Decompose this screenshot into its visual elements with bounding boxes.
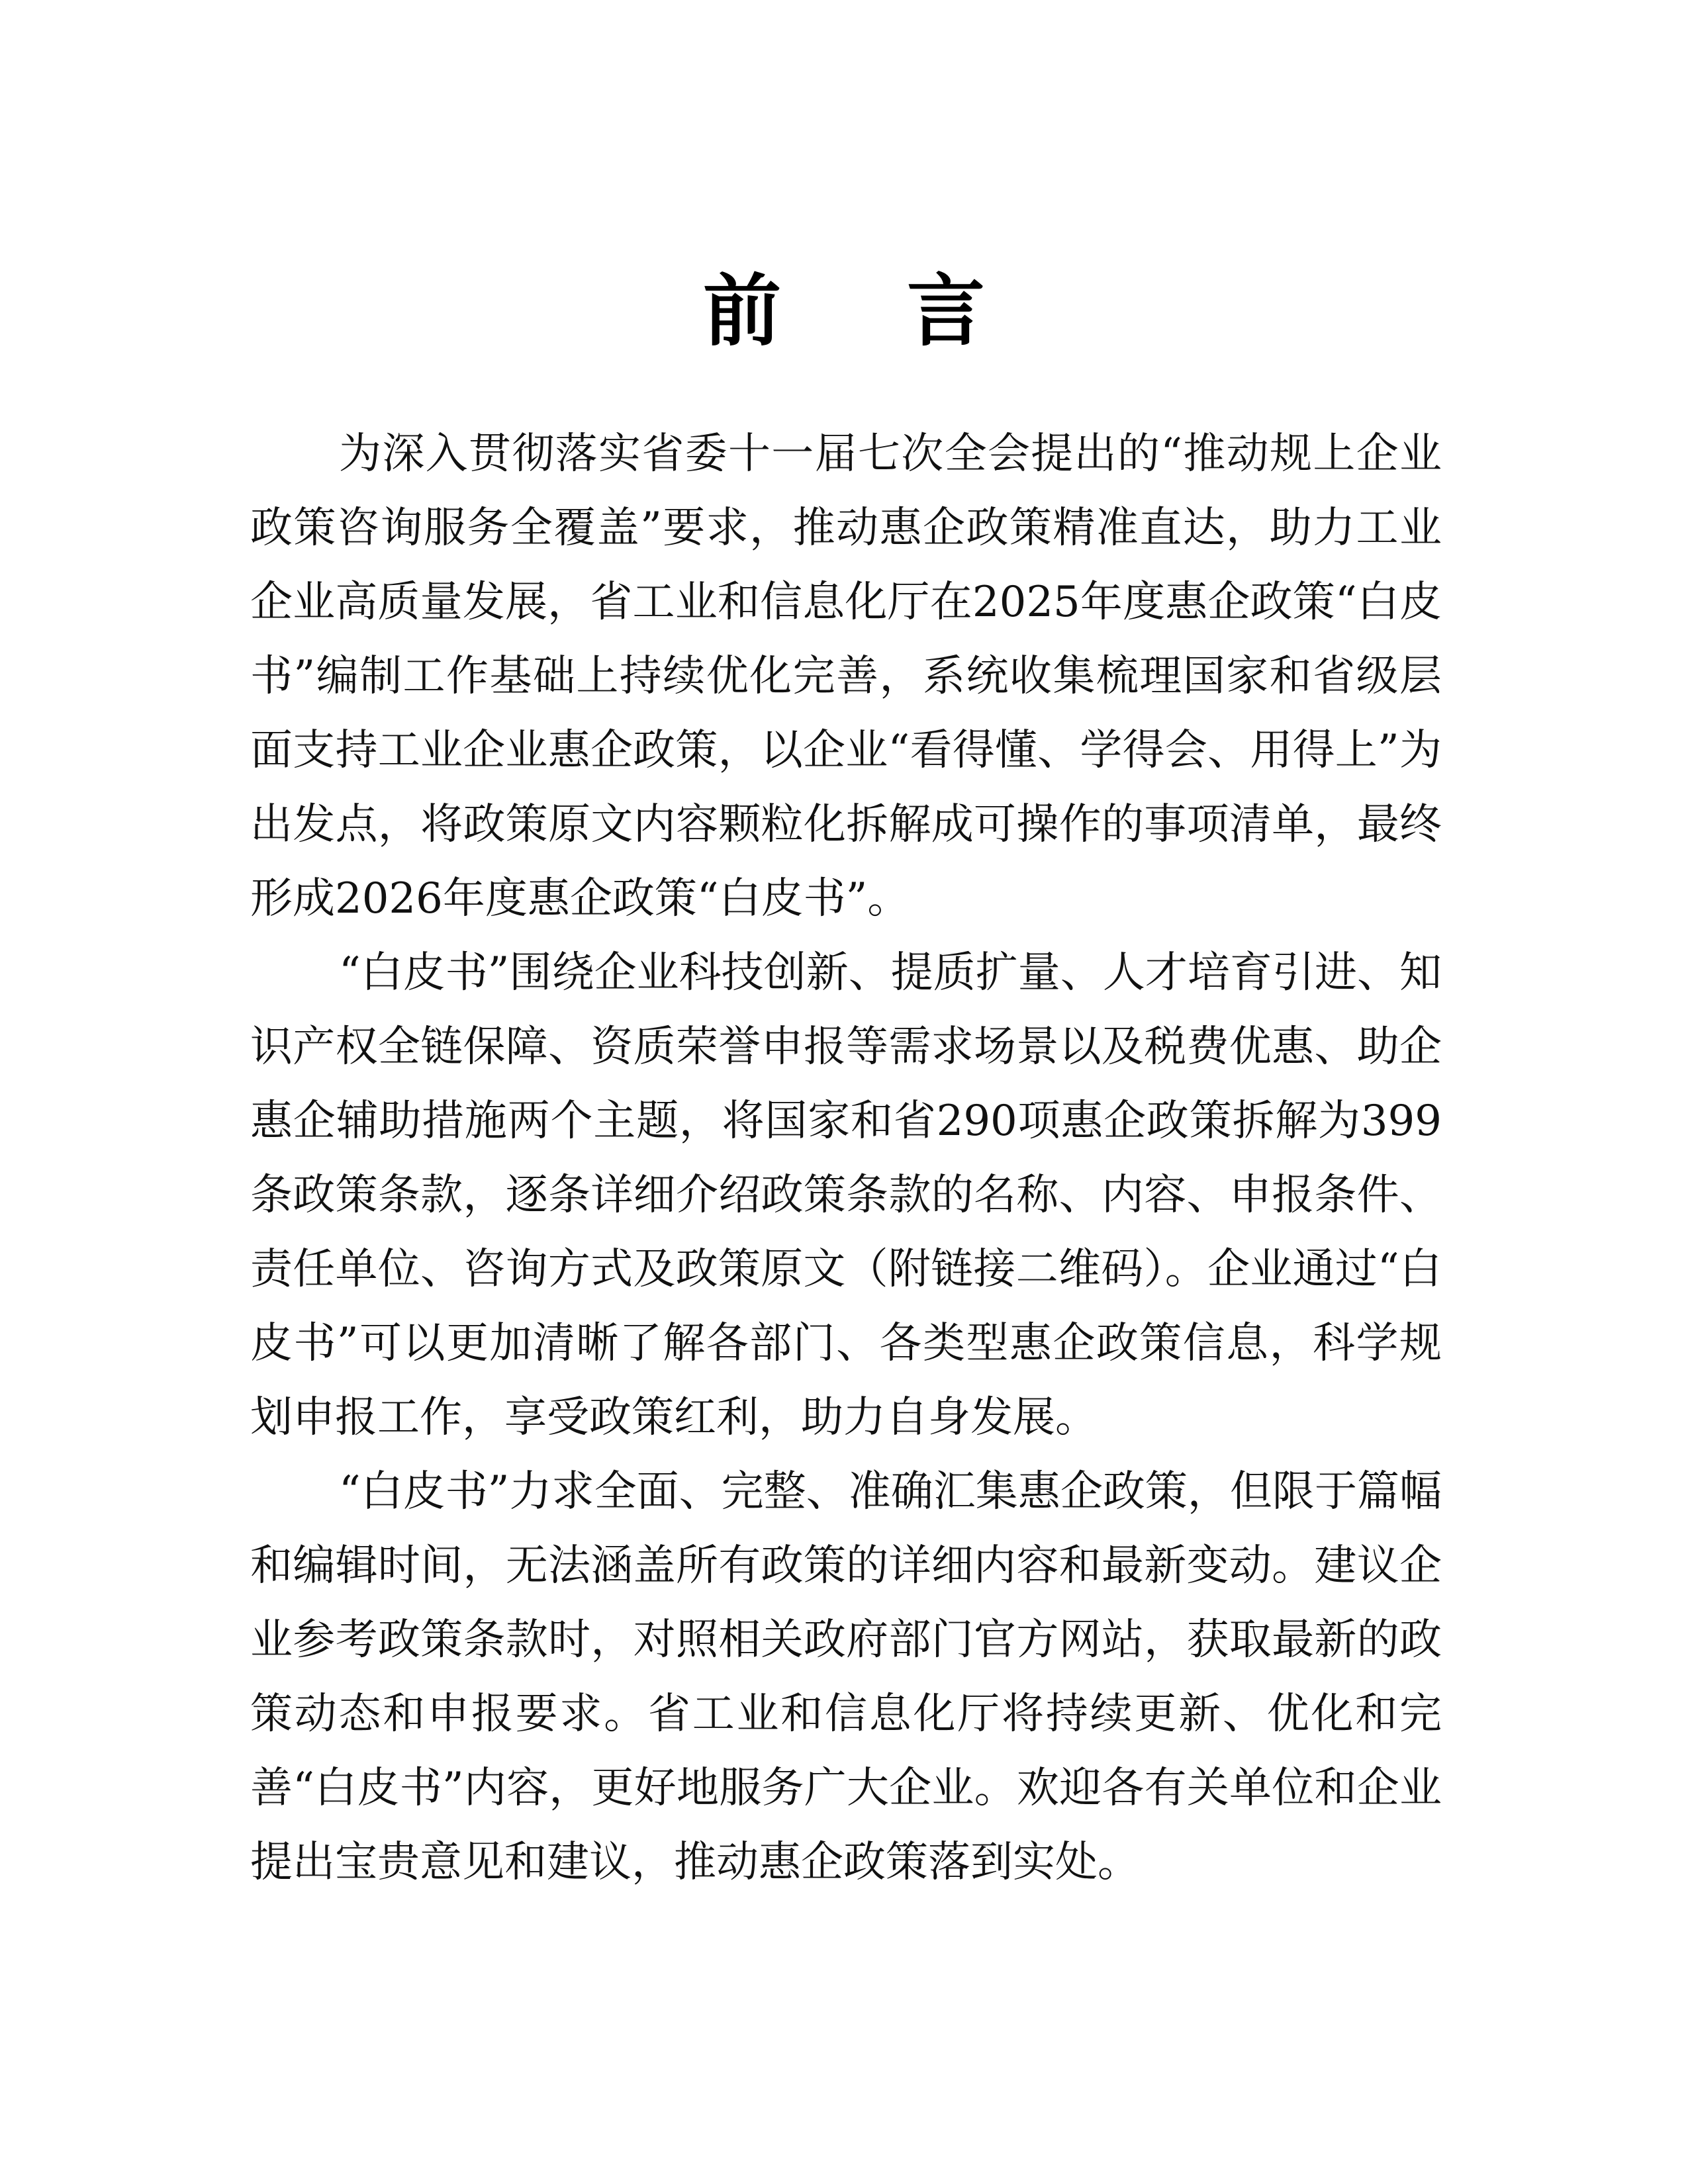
paragraph-3: “白皮书”力求全面、完整、准确汇集惠企政策，但限于篇幅和编辑时间，无法涵盖所有政策的详细内容和最新变动。建议企业参考政策条款时，对照相关政府部门官方网站，获取最新的政策动态和申报要求。省工业和信息化厅将持续更新、优化和完善“白皮书”内容，更好地服务广大企业。欢迎各有关单位和企业提出宝贵意见和建议，推动惠企政策落到实处。	[250, 1467, 1442, 1887]
title-char-first: 前	[702, 265, 781, 357]
paragraph-1: 为深入贯彻落实省委十一届七次全会提出的“推动规上企业政策咨询服务全覆盖”要求，推动惠企政策精准直达，助力工业企业高质量发展，省工业和信息化厅在2025年度惠企政策“白皮书”编制工作基础上持续优化完善，系统收集梳理国家和省级层面支持工业企业惠企政策，以企业“看得懂、学得会、用得上”为出发点，将政策原文内容颗粒化拆解成可操作的事项清单，最终形成2026年度惠企政策“白皮书”。	[250, 430, 1442, 923]
document-body	[250, 417, 1442, 1899]
page-title	[0, 261, 1688, 361]
title-char-second: 言	[907, 265, 986, 357]
paragraph-2: “白皮书”围绕企业科技创新、提质扩量、人才培育引进、知识产权全链保障、资质荣誉申报等需求场景以及税费优惠、助企惠企辅助措施两个主题，将国家和省290项惠企政策拆解为399条政策条款，逐条详细介绍政策条款的名称、内容、申报条件、责任单位、咨询方式及政策原文（附链接二维码）。企业通过“白皮书”可以更加清晰了解各部门、各类型惠企政策信息，科学规划申报工作，享受政策红利，助力自身发展。	[250, 948, 1442, 1442]
